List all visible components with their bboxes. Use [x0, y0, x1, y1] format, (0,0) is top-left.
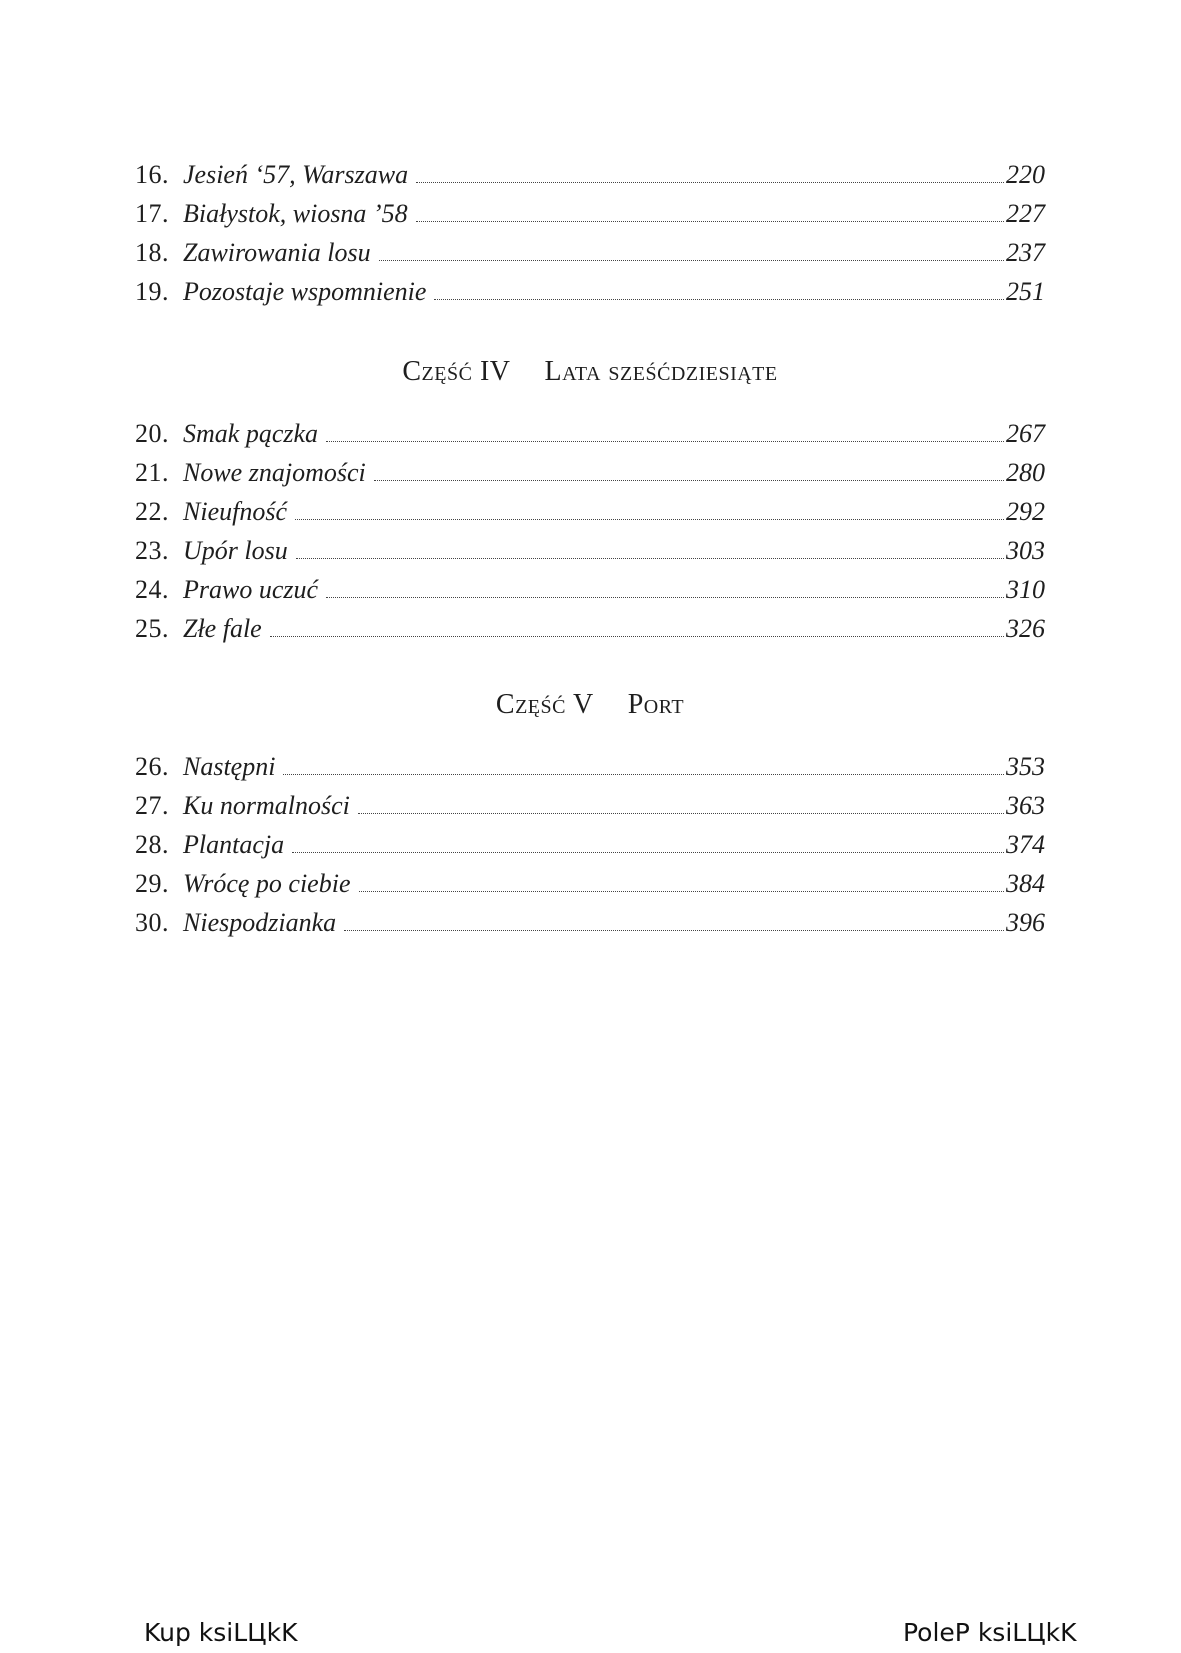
leader-dots — [416, 221, 1004, 222]
toc-entry[interactable] — [135, 864, 1045, 903]
page-number: 363 — [1006, 791, 1045, 820]
leader-dots — [434, 299, 1004, 300]
leader-dots — [295, 519, 1004, 520]
chapter-number: 21. — [135, 458, 169, 487]
leader-dots — [326, 441, 1004, 442]
chapter-title: Wrócę po ciebie — [183, 869, 351, 898]
chapter-number: 20. — [135, 419, 169, 448]
leader-dots — [358, 813, 1004, 814]
toc-entry[interactable] — [135, 155, 1045, 194]
chapter-number: 18. — [135, 238, 169, 267]
toc-entry[interactable] — [135, 786, 1045, 825]
toc-group-part-4 — [135, 414, 1045, 648]
chapter-number: 16. — [135, 160, 169, 189]
chapter-number: 17. — [135, 199, 169, 228]
toc-entry[interactable] — [135, 609, 1045, 648]
leader-dots — [359, 891, 1005, 892]
chapter-number: 29. — [135, 869, 169, 898]
page-number: 292 — [1006, 497, 1045, 526]
page-number: 267 — [1006, 419, 1045, 448]
page-number: 396 — [1006, 908, 1045, 937]
page-number: 374 — [1006, 830, 1045, 859]
leader-dots — [379, 260, 1004, 261]
toc-entry[interactable] — [135, 453, 1045, 492]
page-number: 326 — [1006, 614, 1045, 643]
leader-dots — [416, 182, 1004, 183]
toc-entry[interactable] — [135, 414, 1045, 453]
part-heading — [135, 689, 1045, 721]
toc-entry[interactable] — [135, 570, 1045, 609]
chapter-number: 30. — [135, 908, 169, 937]
toc-entry[interactable] — [135, 747, 1045, 786]
page-number: 220 — [1006, 160, 1045, 189]
chapter-title: Pozostaje wspomnienie — [183, 277, 427, 306]
toc-entry[interactable] — [135, 194, 1045, 233]
toc-group-part-5 — [135, 747, 1045, 942]
part-label: Część IV — [402, 356, 511, 387]
chapter-title: Następni — [183, 752, 276, 781]
toc-entry[interactable] — [135, 233, 1045, 272]
part-title: Lata sześćdziesiąte — [544, 356, 778, 387]
chapter-title: Zawirowania losu — [183, 238, 371, 267]
recommend-book-link[interactable]: PoleP ksiLЦkK — [903, 1618, 1077, 1647]
chapter-number: 23. — [135, 536, 169, 565]
chapter-number: 28. — [135, 830, 169, 859]
page-number: 303 — [1006, 536, 1045, 565]
chapter-number: 27. — [135, 791, 169, 820]
chapter-number: 26. — [135, 752, 169, 781]
toc-entry[interactable] — [135, 492, 1045, 531]
chapter-title: Jesień ‘57, Warszawa — [183, 160, 409, 189]
page-number: 310 — [1006, 575, 1045, 604]
leader-dots — [344, 930, 1004, 931]
toc-group-part-3 — [135, 155, 1045, 311]
part-label: Część V — [495, 689, 594, 720]
chapter-number: 24. — [135, 575, 169, 604]
chapter-title: Nieufność — [183, 497, 287, 526]
page-number: 384 — [1006, 869, 1045, 898]
chapter-number: 25. — [135, 614, 169, 643]
page-number: 237 — [1006, 238, 1045, 267]
part-heading — [135, 356, 1045, 388]
chapter-title: Prawo uczuć — [183, 575, 319, 604]
leader-dots — [270, 636, 1004, 637]
leader-dots — [292, 852, 1004, 853]
page-number: 251 — [1006, 277, 1045, 306]
chapter-number: 22. — [135, 497, 169, 526]
chapter-title: Nowe znajomości — [183, 458, 366, 487]
toc-entry[interactable] — [135, 825, 1045, 864]
part-title: Port — [627, 689, 685, 720]
leader-dots — [326, 597, 1004, 598]
toc-entry[interactable] — [135, 903, 1045, 942]
leader-dots — [296, 558, 1004, 559]
page-number: 280 — [1006, 458, 1045, 487]
page-number: 227 — [1006, 199, 1045, 228]
page-number: 353 — [1006, 752, 1045, 781]
chapter-title: Ku normalności — [183, 791, 350, 820]
toc-entry[interactable] — [135, 531, 1045, 570]
chapter-title: Upór losu — [183, 536, 288, 565]
chapter-number: 19. — [135, 277, 169, 306]
chapter-title: Złe fale — [183, 614, 262, 643]
chapter-title: Smak pączka — [183, 419, 319, 448]
leader-dots — [283, 774, 1004, 775]
leader-dots — [374, 480, 1004, 481]
buy-book-link[interactable]: Kup ksiLЦkK — [144, 1618, 298, 1647]
toc-entry[interactable] — [135, 272, 1045, 311]
chapter-title: Plantacja — [183, 830, 285, 859]
chapter-title: Niespodzianka — [183, 908, 337, 937]
chapter-title: Białystok, wiosna ’58 — [183, 199, 408, 228]
